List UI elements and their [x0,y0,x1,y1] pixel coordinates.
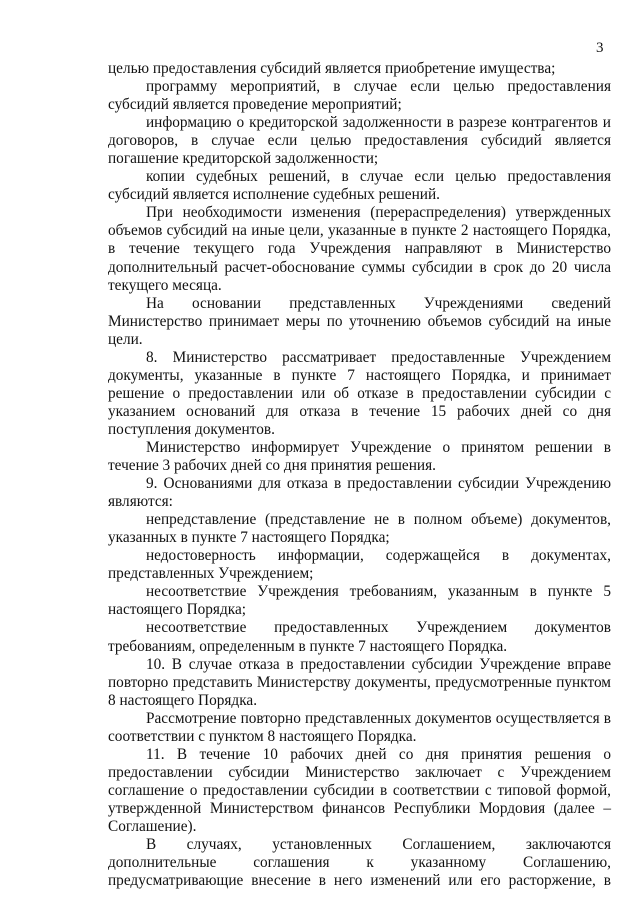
paragraph: 8. Министерство рассматривает предоставленные Учреждением документы, указанные в пункте 7 настоящего Порядка, и принимает решение о предоставлении или об отказе в предоставлении субсидии с указанием оснований для отказа в течение 15 рабочих дней со дня поступления документов. [108,348,611,438]
paragraph: 9. Основаниями для отказа в предоставлении субсидии Учреждению являются: [108,475,611,511]
paragraph: Рассмотрение повторно представленных документов осуществляется в соответствии с пунктом 8 настоящего Порядка. [108,709,611,745]
paragraph: Министерство информирует Учреждение о принятом решении в течение 3 рабочих дней со дня принятия решения. [108,438,611,475]
page-number: 3 [596,40,604,56]
paragraph: 10. В случае отказа в предоставлении субсидии Учреждение вправе повторно представить Министерству документы, предусмотренные пунктом 8 настоящего Порядка. [108,655,611,709]
paragraph: информацию о кредиторской задолженности в разрезе контрагентов и договоров, в случае если целью предоставления субсидий является погашение кредиторской задолженности; [108,114,611,168]
paragraph: несоответствие Учреждения требованиям, указанным в пункте 5 настоящего Порядка; [108,583,611,619]
paragraph: На основании представленных Учреждениями сведений Министерство принимает меры по уточнению объемов субсидий на иные цели. [108,294,611,348]
paragraph: В случаях, установленных Соглашением, заключаются дополнительные соглашения к указанному Соглашению, предусматривающие внесение в него изменений или его расторжение, в [108,836,611,890]
paragraph: недостоверность информации, содержащейся в документах, представленных Учреждением; [108,547,611,583]
paragraph: копии судебных решений, в случае если целью предоставления субсидий является исполнение судебных решений. [108,168,611,204]
paragraph: При необходимости изменения (перераспределения) утвержденных объемов субсидий на иные цели, указанные в пункте 2 настоящего Порядка, в течение текущего года Учреждения направляют в Министерство дополнительный расчет-обоснование суммы субсидии в срок до 20 числа текущего месяца. [108,204,611,294]
paragraph: программу мероприятий, в случае если целью предоставления субсидий является проведение мероприятий; [108,78,611,114]
paragraph: целью предоставления субсидий является приобретение имущества; [108,60,556,77]
paragraph: непредставление (представление не в полном объеме) документов, указанных в пункте 7 настоящего Порядка; [108,511,611,547]
document-body [108,60,611,890]
paragraph: несоответствие предоставленных Учреждением документов требованиям, определенным в пункте 7 настоящего Порядка. [108,619,611,655]
paragraph: 11. В течение 10 рабочих дней со дня принятия решения о предоставлении субсидии Министерство заключает с Учреждением соглашение о предоставлении субсидии в соответствии с типовой формой, утвержденной Министерством финансов Республики Мордовия (далее – Соглашение). [108,745,611,835]
